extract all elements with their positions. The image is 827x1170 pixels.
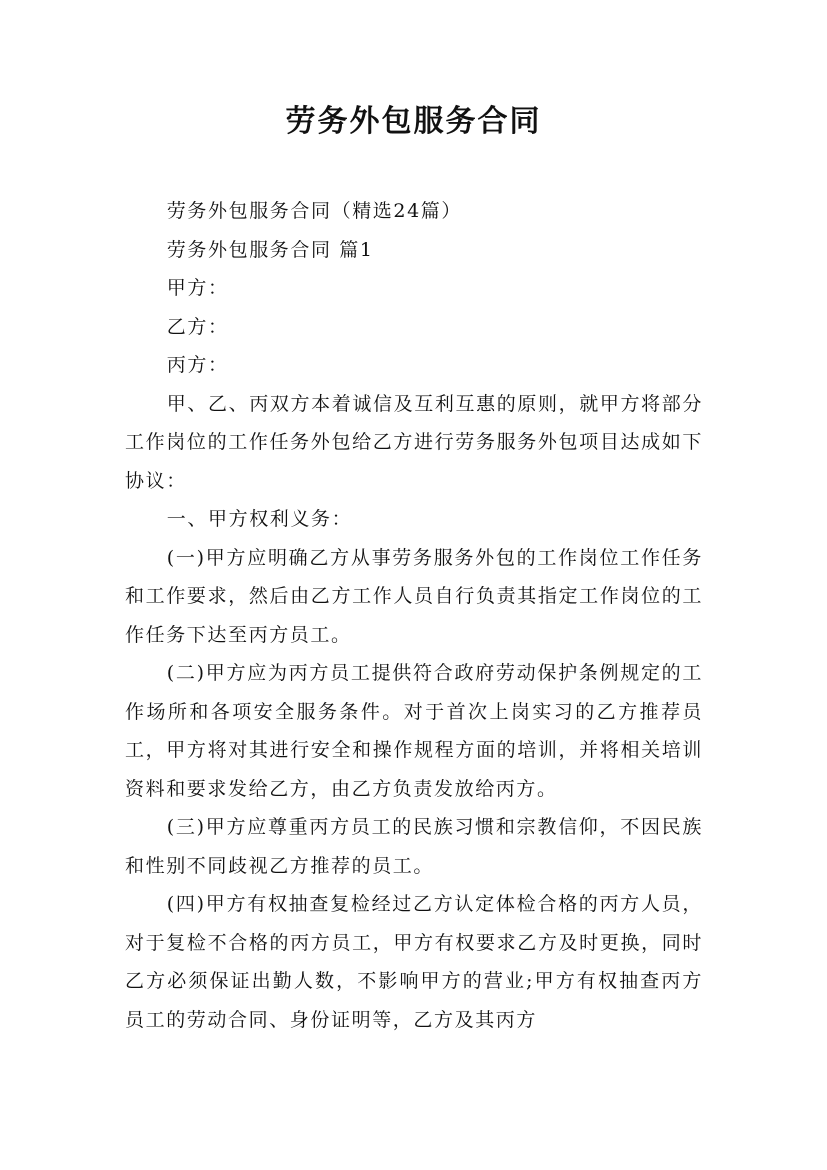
clause-paragraph: (二)甲方应为丙方员工提供符合政府劳动保护条例规定的工作场所和各项安全服务条件。对于首次上岗实习的乙方推荐员工，甲方将对其进行安全和操作规程方面的培训，并将相关培训资料和要求发给乙方，由乙方负责发放给丙方。 [125, 662, 703, 800]
intro-paragraph: 甲、乙、丙双方本着诚信及互利互惠的原则，就甲方将部分工作岗位的工作任务外包给乙方进行劳务服务外包项目达成如下协议： [125, 392, 703, 492]
subtitle-paragraph: 劳务外包服务合同（精选24篇） [166, 200, 462, 222]
party-a-label: 甲方： [166, 277, 229, 299]
clause-heading: 一、甲方权利义务： [166, 508, 353, 530]
party-c-label: 丙方： [166, 354, 229, 376]
clause-paragraph: (三)甲方应尊重丙方员工的民族习惯和宗教信仰，不因民族和性别不同歧视乙方推荐的员工。 [125, 816, 703, 877]
document-body [125, 192, 703, 1039]
clause-paragraph: (一)甲方应明确乙方从事劳务服务外包的工作岗位工作任务和工作要求，然后由乙方工作人员自行负责其指定工作岗位的工作任务下达至丙方员工。 [125, 546, 703, 646]
document-title: 劳务外包服务合同 [285, 104, 542, 139]
section-heading-paragraph: 劳务外包服务合同 篇1 [166, 238, 374, 261]
party-b-label: 乙方： [166, 315, 229, 338]
clause-paragraph: (四)甲方有权抽查复检经过乙方认定体检合格的丙方人员，对于复检不合格的丙方员工，甲方有权要求乙方及时更换，同时乙方必须保证出勤人数，不影响甲方的营业;甲方有权抽查丙方员工的劳动合同、身份证明等，乙方及其丙方 [125, 893, 703, 1031]
